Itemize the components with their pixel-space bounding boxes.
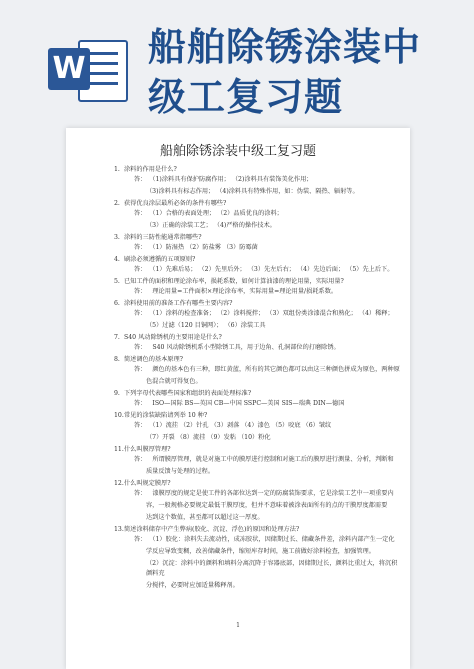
answer-line <box>134 265 402 275</box>
answer-label: 答： <box>134 536 147 543</box>
answer-text: （1）流挂 （2）针孔 （3）剥落 （4）漆色 （5）咬底 （6）皱纹 <box>152 422 332 429</box>
answer-line <box>134 309 402 319</box>
answer-line <box>134 365 402 375</box>
answer-line <box>146 547 402 557</box>
answer-text: （1)涂料具有保护防腐作用； （2)涂料具有装饰美化作用； <box>152 176 313 183</box>
banner-title: 船舶除锈涂装中级工复习题 <box>148 25 422 119</box>
answer-line <box>146 513 402 523</box>
document-title: 船舶除锈涂装中级工复习题 <box>159 144 316 159</box>
question-text: S40 风动除锈机的主要用途是什么? <box>124 334 222 341</box>
question-text: 下列字母代表哪些国家和组织的表面处理标准? <box>124 390 252 397</box>
answer-label: 答： <box>134 400 147 407</box>
answer-line <box>134 535 402 545</box>
answer-text: （5）过滤（120 目铜网）； （6）涂装工具 <box>146 322 266 329</box>
question-number: 2. <box>114 200 120 207</box>
answer-line <box>134 209 402 219</box>
question-item <box>114 277 404 287</box>
question-number: 4. <box>114 256 120 263</box>
question-number: 10. <box>114 412 124 419</box>
answer-text: 容，一般规格必要规定最低干膜厚度，但并不意味着被涂表面所有的点的干膜厚度都需要 <box>146 502 388 509</box>
question-item <box>114 299 404 309</box>
question-text: 简述调色的基本原理? <box>124 356 184 363</box>
banner <box>0 0 474 128</box>
page-number: 1 <box>236 622 240 629</box>
question-item <box>114 199 404 209</box>
answer-line <box>134 421 402 431</box>
answer-line <box>134 175 402 185</box>
answer-line <box>146 187 402 197</box>
answer-line <box>134 455 402 465</box>
question-text: 已知工件的面积和理论涂布率，损耗系数，如何计算油漆的理论用量，实际用量? <box>124 278 344 285</box>
question-item <box>114 333 404 343</box>
question-number: 3. <box>114 234 120 241</box>
answer-text: （1）防湿热 （2）防盐雾 （3）防霉菌 <box>152 244 258 251</box>
answer-line <box>146 559 402 579</box>
answer-label: 答： <box>134 310 147 317</box>
answer-label: 答： <box>134 456 147 463</box>
answer-line <box>146 467 402 477</box>
answer-label: 答： <box>134 490 147 497</box>
answer-line <box>134 399 402 409</box>
question-text: 涂料的三防性能通常指哪些? <box>124 234 202 241</box>
question-number: 8. <box>114 356 120 363</box>
question-text: 简述涂料储存中产生弊病(胶化、沉淀、浮色)的原因和处理方法? <box>124 526 300 533</box>
answer-label: 答： <box>134 266 147 273</box>
answer-text: 颜色的基本色有三种，即红黄蓝，所有的其它颜色都可以由这三种颜色拼成为原色，两种原 <box>152 366 400 373</box>
answer-text: （2）沉淀：涂料中的颜料和填料分离沉降于容器底部，因储期过长，颜料比重过大，将沉积颜料充 <box>146 560 398 577</box>
answer-text: S40 风动除锈机系小型除锈工具，用于边角、孔洞部位的打磨除锈。 <box>152 344 340 351</box>
question-list <box>66 165 410 591</box>
answer-text: 漆膜厚度的规定是使工件的各部位达到一定的防腐装饰要求，它是涂装工艺中一项重要内 <box>152 490 394 497</box>
question-text: 涂料使用前的准备工作有哪些主要内容? <box>124 300 233 307</box>
question-number: 9. <box>114 390 120 397</box>
question-text: 获得优良涂层最所必备的条件有哪些? <box>124 200 227 207</box>
answer-line <box>146 221 402 231</box>
question-item <box>114 445 404 455</box>
answer-label: 答： <box>134 244 147 251</box>
answer-line <box>134 343 402 353</box>
question-number: 7. <box>114 334 120 341</box>
answer-line <box>146 321 402 331</box>
question-text: 刷涂必须遵循的五项原则? <box>124 256 196 263</box>
answer-text: （3)涂料具有标志作用； （4)涂料具有特殊作用，如：伪装、隔热、辐射等。 <box>146 188 359 195</box>
word-badge: W <box>48 48 90 90</box>
answer-label: 答： <box>134 344 147 351</box>
answer-text: 分搅拌，必要时应加适量稀释剂。 <box>146 582 239 589</box>
question-item <box>114 233 404 243</box>
question-text: 什么叫膜厚管理? <box>124 446 171 453</box>
answer-text: 达到这个数值，甚至都可以超过这一厚度。 <box>146 514 264 521</box>
question-item <box>114 389 404 399</box>
answer-line <box>146 433 402 443</box>
answer-label: 答： <box>134 210 147 217</box>
answer-label: 答： <box>134 288 147 295</box>
question-item <box>114 255 404 265</box>
question-text: 什么叫规定膜厚? <box>124 480 171 487</box>
question-number: 13. <box>114 526 124 533</box>
document-page <box>66 128 410 669</box>
answer-line <box>146 581 402 591</box>
question-number: 12. <box>114 480 124 487</box>
answer-text: （3）正确的涂装工艺； （4)严格的操作技术。 <box>146 222 276 229</box>
answer-line <box>134 489 402 499</box>
question-item <box>114 479 404 489</box>
question-text: 涂料的作用是什么? <box>124 166 177 173</box>
answer-label: 答： <box>134 366 147 373</box>
answer-text: 色混合就可得复色。 <box>146 378 202 385</box>
answer-text: 理论用量=工件面积×理论涂布率，实际用量=理论用量/损耗系数。 <box>152 288 338 295</box>
answer-line <box>134 243 402 253</box>
question-text: 常见的涂装缺陷请列举 10 种? <box>124 412 208 419</box>
answer-text: 质量反馈与处理的过程。 <box>146 468 215 475</box>
question-item <box>114 355 404 365</box>
answer-line <box>146 377 402 387</box>
question-item <box>114 525 404 535</box>
answer-line <box>134 287 402 297</box>
question-number: 1. <box>114 166 120 173</box>
question-number: 5. <box>114 278 120 285</box>
answer-text: （1）合格的表面处理； （2）品质优良的涂料； <box>152 210 283 217</box>
answer-text: （1）涂料的检查准备； （2）涂料搅拌； （3）双组份类涂漆混合和熟化； （4）稀释； <box>152 310 394 317</box>
answer-label: 答： <box>134 422 147 429</box>
answer-text: ISO—国际 BS—英国 CB—中国 SSPC—美国 SIS—瑞典 DIN—德国 <box>152 400 345 407</box>
answer-text: 所谓膜厚管理，就是对施工中的膜厚进行控制和对施工后的膜厚进行测量、分析，判断和 <box>152 456 394 463</box>
answer-label: 答： <box>134 176 147 183</box>
answer-text: （1）胶化：涂料失去流动性，成冻胶状，因储期过长、储藏条件差，涂料内部产生一定化 <box>152 536 395 543</box>
question-item <box>114 411 404 421</box>
question-number: 11. <box>114 446 124 453</box>
answer-text: 学反应导致变稠，改善储藏条件，缩短库存时间，施工前做好涂料检查，加强管理。 <box>146 548 375 555</box>
answer-text: （1）先难后易； （2）先里后外； （3）先左后右； （4）先边后面； （5）先上后下。 <box>152 266 394 273</box>
word-document-icon <box>48 36 128 102</box>
answer-text: （7）开裂 （8）流挂 （9）发粘 （10）粉化 <box>146 434 271 441</box>
question-number: 6. <box>114 300 120 307</box>
answer-line <box>146 501 402 511</box>
question-item <box>114 165 404 175</box>
